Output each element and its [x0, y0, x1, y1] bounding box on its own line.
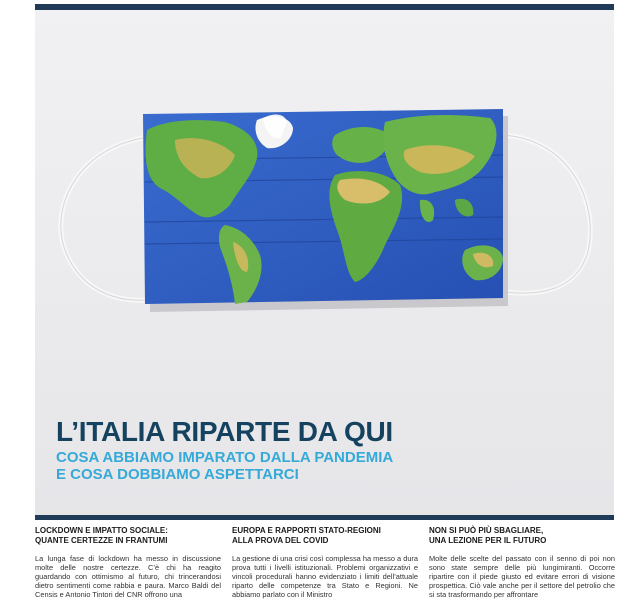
article-title — [35, 526, 221, 545]
cover-subhead-line-1: COSA ABBIAMO IMPARATO DALLA PANDEMIA — [56, 449, 394, 466]
article-title-line-1: LOCKDOWN E IMPATTO SOCIALE: — [35, 526, 168, 535]
article-europa — [232, 526, 418, 599]
article-body: La lunga fase di lockdown ha messo in discussione molte delle nostre certezze. C’è chi ha reagito guardando con ottimismo al futuro, chi trincerandosi dietro sentimenti come rabbia e paura. Marco Baldi del Censis e Antonio Tintori del CNR offrono una — [35, 554, 221, 599]
article-lezione — [429, 526, 615, 599]
article-lockdown — [35, 526, 221, 599]
article-title-line-1: NON SI PUÒ PIÙ SBAGLIARE, — [429, 526, 544, 535]
article-title-line-1: EUROPA E RAPPORTI STATO-REGIONI — [232, 526, 381, 535]
article-title — [232, 526, 418, 545]
article-title-line-2: QUANTE CERTEZZE IN FRANTUMI — [35, 535, 168, 545]
article-body: La gestione di una crisi così complessa ha messo a dura prova tutti i livelli istituzionali. Problemi organizzativi e vincoli procedurali hanno evidenziato i limiti dell’attuale riparto delle competenze tra Stato e Regioni. Ne abbiamo parlato con il Ministro — [232, 554, 418, 599]
article-title-line-2: UNA LEZIONE PER IL FUTURO — [429, 535, 547, 545]
cover-headline: L’ITALIA RIPARTE DA QUI — [56, 416, 393, 447]
cover-subhead — [56, 449, 393, 483]
article-body: Molte delle scelte del passato con il senno di poi non sono state sempre delle più lungimiranti. Occorre ripartire con il piede giusto ed evitare errori di visione prospettica. Ciò vale anche per il settore del petrolio che si sta trasformando per affrontare — [429, 554, 615, 599]
article-title — [429, 526, 615, 545]
bottom-rule — [35, 515, 614, 520]
article-title-line-2: ALLA PROVA DEL COVID — [232, 535, 329, 545]
cover-subhead-line-2: E COSA DOBBIAMO ASPETTARCI — [56, 466, 299, 483]
